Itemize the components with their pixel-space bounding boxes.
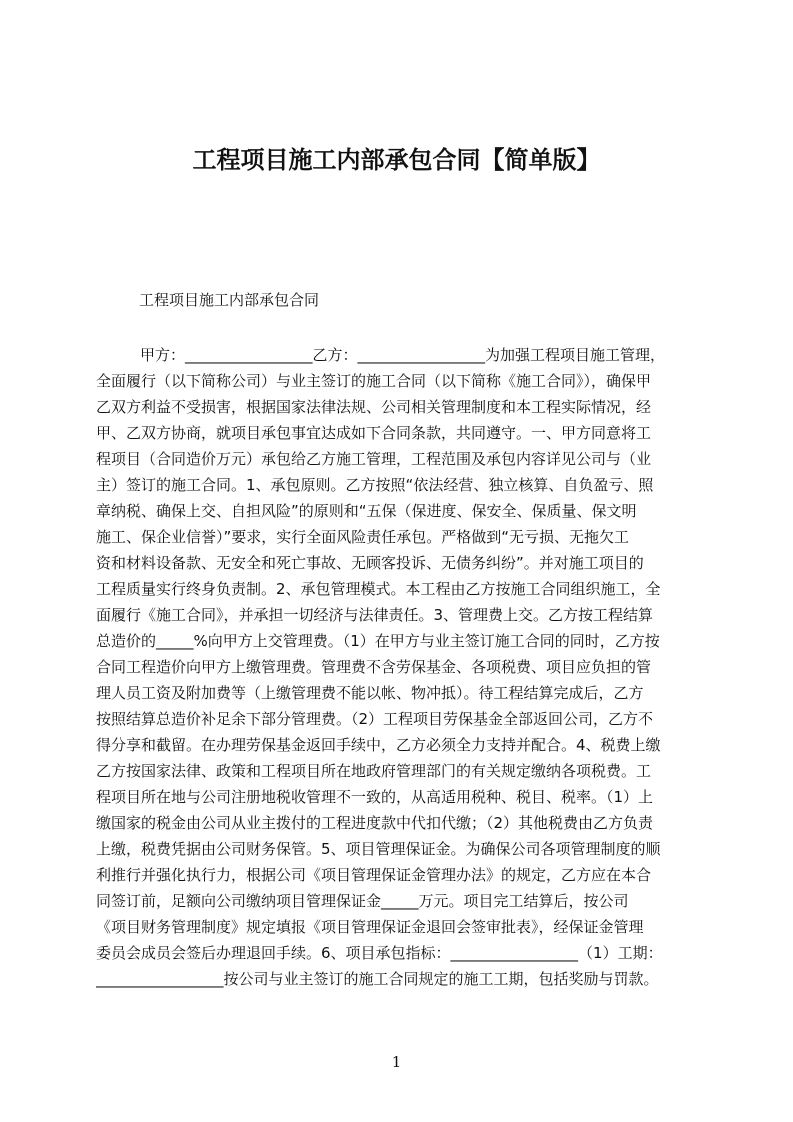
body-line: 主）签订的施工合同。1、承包原则。乙方按照“依法经营、独立核算、自负盈亏、照 [96, 476, 654, 494]
body-line: 甲、乙双方协商，就项目承包事宜达成如下合同条款，共同遵守。一、甲方同意将工 [96, 424, 652, 442]
body-line: 乙双方利益不受损害，根据国家法律法规、公司相关管理制度和本工程实际情况，经 [96, 398, 652, 416]
body-line: 理人员工资及附加费等（上缴管理费不能以帐、物冲抵）。待工程结算完成后，乙方 [96, 684, 644, 702]
body-line: 得分享和截留。在办理劳保基金返回手续中，乙方必须全力支持并配合。4、税费上缴 [96, 736, 661, 754]
body-line: 合同工程造价向甲方上缴管理费。管理费不含劳保基金、各项税费、项目应负担的管 [96, 658, 652, 676]
body-line: 上缴，税费凭据由公司财务保管。5、项目管理保证金。为确保公司各项管理制度的顺 [96, 840, 661, 858]
body-line: 甲方：_________________乙方：_________________为加强工程项目施工管理， [140, 346, 666, 364]
body-line: 全面履行（以下简称公司）与业主签订的施工合同（以下简称《施工合同》），确保甲 [96, 372, 652, 390]
body-line: 面履行《施工合同》，并承担一切经济与法律责任。3、管理费上交。乙方按工程结算 [96, 606, 654, 624]
body-line: 总造价的_____%向甲方上交管理费。（1）在甲方与业主签订施工合同的同时，乙方按 [96, 632, 660, 650]
page-number: 1 [391, 1053, 402, 1071]
document-title: 工程项目施工内部承包合同【简单版】 [192, 146, 601, 174]
body-line: 同签订前，足额向公司缴纳项目管理保证金_____万元。项目完工结算后，按公司 [96, 892, 629, 910]
body-line: 程项目所在地与公司注册地税收管理不一致的，从高适用税种、税目、税率。（1）上 [96, 788, 654, 806]
body-line: 章纳税、确保上交、自担风险”的原则和“五保（保进度、保安全、保质量、保文明 [96, 502, 637, 520]
document-subtitle: 工程项目施工内部承包合同 [139, 291, 320, 309]
body-line: 施工、保企业信誉）”要求，实行全面风险责任承包。严格做到“无亏损、无拖欠工 [96, 528, 630, 546]
body-line: 工程质量实行终身负责制。2、承包管理模式。本工程由乙方按施工合同组织施工，全 [96, 580, 661, 598]
contract-body [96, 342, 698, 1008]
body-line: 《项目财务管理制度》规定填报《项目管理保证金退回会签审批表》，经保证金管理 [96, 918, 644, 936]
body-line: 乙方按国家法律、政策和工程项目所在地政府管理部门的有关规定缴纳各项税费。工 [96, 762, 652, 780]
body-line: 资和材料设备款、无安全和死亡事故、无顾客投诉、无债务纠纷”。并对施工项目的 [96, 554, 644, 572]
body-line: 程项目（合同造价万元）承包给乙方施工管理，工程范围及承包内容详见公司与（业 [96, 450, 652, 468]
body-line: 按照结算总造价补足余下部分管理费。（2）工程项目劳保基金全部返回公司，乙方不 [96, 710, 654, 728]
body-line: _________________按公司与业主签订的施工合同规定的施工工期，包括奖励与罚款。 [96, 970, 659, 988]
body-line: 利推行并强化执行力，根据公司《项目管理保证金管理办法》的规定，乙方应在本合 [96, 866, 652, 884]
body-line: 委员会成员会签后办理退回手续。6、项目承包指标：_________________（1）工期： [96, 944, 663, 962]
body-line: 缴国家的税金由公司从业主拨付的工程进度款中代扣代缴；（2）其他税费由乙方负责 [96, 814, 654, 832]
